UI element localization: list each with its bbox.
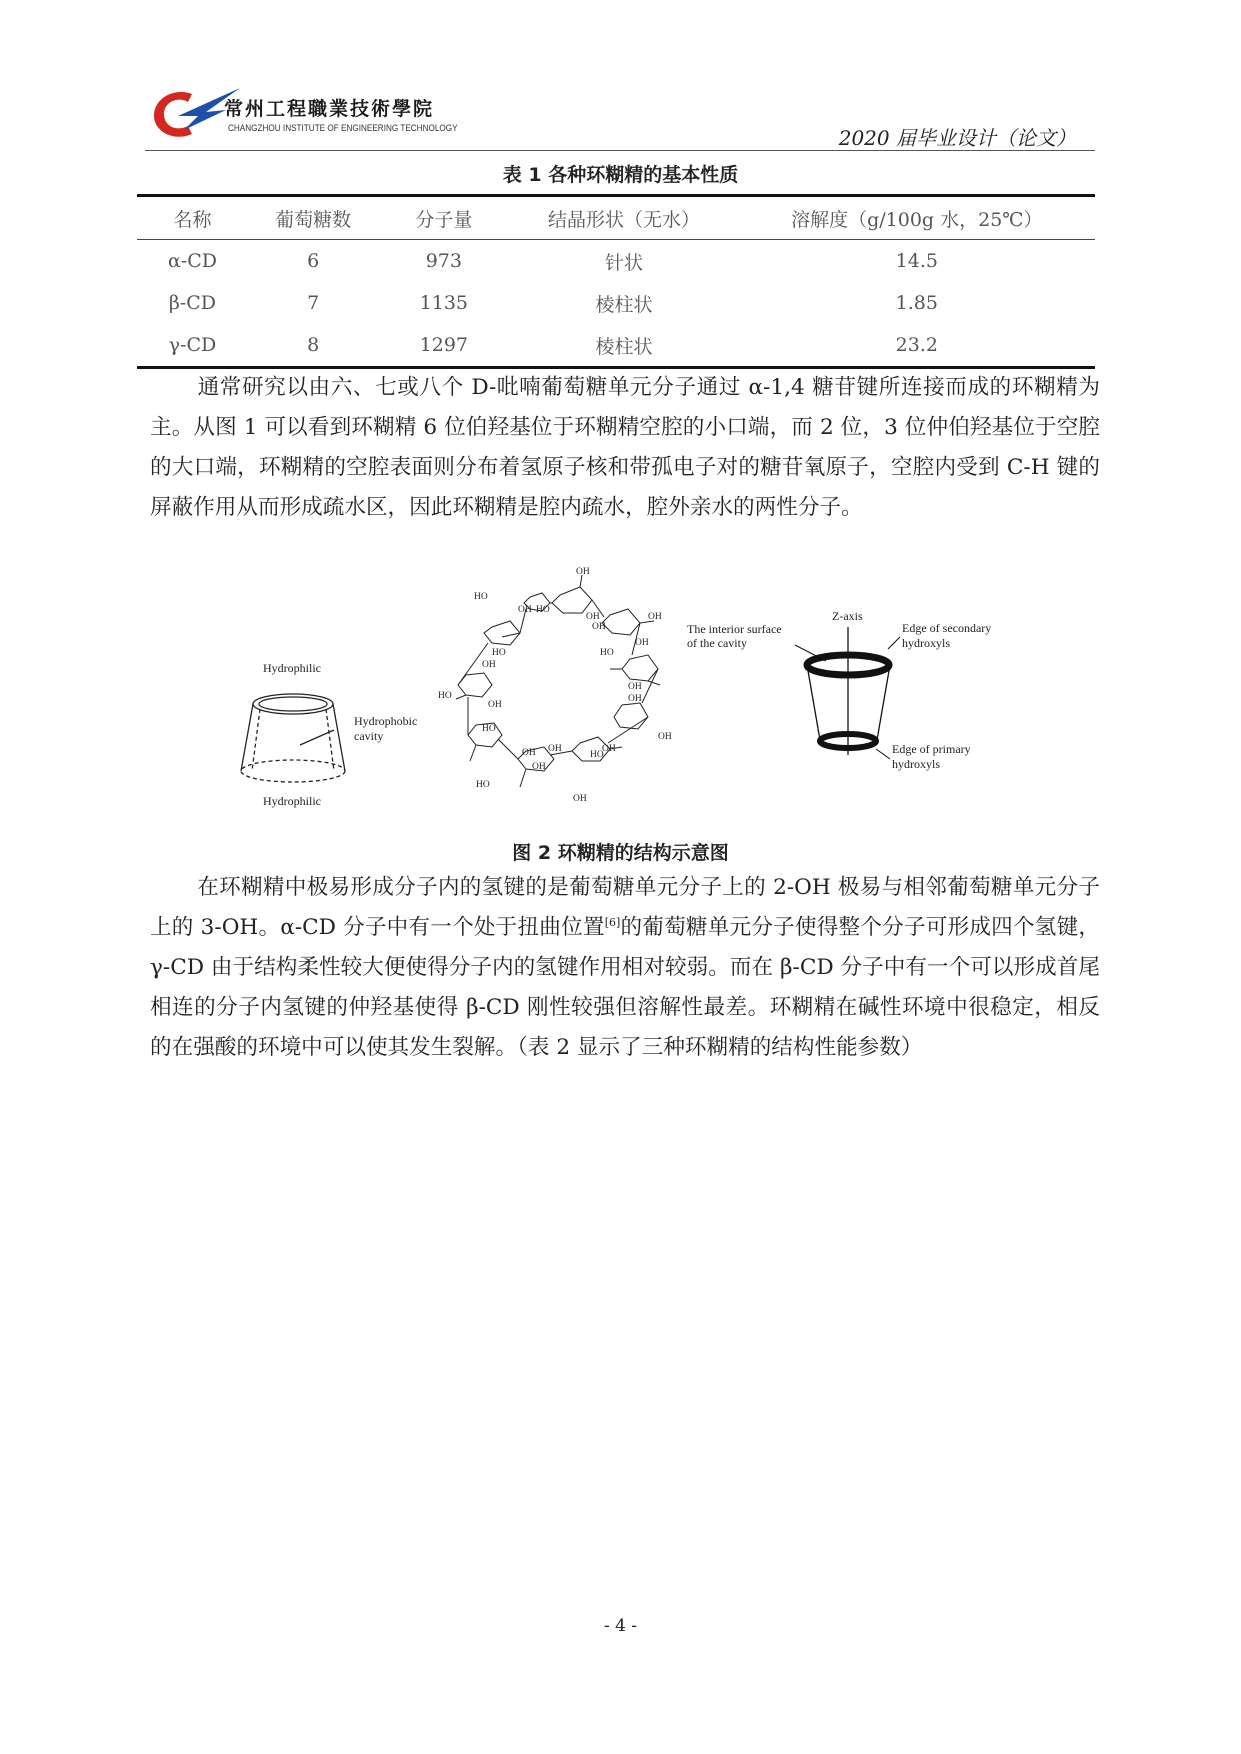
ring-label: OH (548, 744, 562, 754)
header-glucose-count: 葡萄糖数 (248, 196, 378, 240)
label-interior-surface: The interior surface (687, 622, 782, 636)
paragraph-1 (150, 368, 1100, 528)
paragraph-2-text-a: 在环糊精中极易形成分子内的氢键的是葡萄糖单元分子上的 2-OH 极易与相邻葡萄糖单元分子上的 3-OH。α-CD 分子中有一个处于扭曲位置 (150, 875, 1100, 940)
header-crystal-shape: 结晶形状（无水） (509, 196, 738, 240)
cell-name: γ-CD (137, 324, 248, 368)
table-caption: 表 1 各种环糊精的基本性质 (502, 164, 739, 186)
ring-label: HO (536, 605, 550, 615)
ring-label: OH (586, 612, 600, 622)
cell-solubility: 14.5 (895, 250, 938, 272)
label-edge-secondary: Edge of secondary (902, 621, 992, 635)
figure-caption: 图 2 环糊精的结构示意图 (512, 842, 729, 864)
school-name-cn: 常州工程職業技術學院 (224, 98, 435, 120)
label-edge-primary: Edge of primary (892, 742, 971, 756)
ring-label: HO (482, 724, 496, 734)
cell-glucose-count: 7 (307, 292, 320, 314)
school-name-en: CHANGZHOU INSTITUTE OF ENGINEERING TECHNOLOGY (228, 123, 458, 134)
cell-crystal-shape: 针状 (604, 251, 643, 274)
ring-label: OH (482, 660, 496, 670)
ring-label: OH (522, 748, 536, 758)
page-number: - 4 - (603, 1616, 638, 1636)
ring-label: OH (488, 700, 502, 710)
cell-name: β-CD (168, 292, 217, 314)
ring-label: OH (628, 682, 642, 692)
cell-solubility: 23.2 (739, 324, 1095, 368)
truncated-cone-diagram (241, 694, 345, 782)
properties-table (137, 194, 1095, 369)
label-secondary-hydroxyls: hydroxyls (902, 636, 950, 650)
label-of-the-cavity: of the cavity (687, 636, 747, 650)
glucose-ring-diagram (456, 575, 660, 787)
ring-label: HO (474, 592, 488, 602)
cell-crystal-shape: 棱柱状 (509, 324, 738, 368)
ring-hydroxyl-labels (438, 567, 672, 804)
paragraph-2 (150, 868, 1100, 1068)
ring-label: HO (600, 648, 614, 658)
label-hydrophilic-top: Hydrophilic (263, 661, 321, 675)
label-hydrophilic-bottom: Hydrophilic (263, 794, 321, 808)
ring-label: OH (573, 794, 587, 804)
ring-label: OH (602, 744, 616, 754)
label-cavity: cavity (354, 729, 384, 743)
paragraph-1-text: 通常研究以由六、七或八个 D-吡喃葡萄糖单元分子通过 α-1,4 糖苷键所连接而成的环糊精为主。从图 1 可以看到环糊精 6 位伯羟基位于环糊精空腔的小口端，而 2 位，3 位仲伯羟基位于空腔的大口端，环糊精的空腔表面则分布着氢原子核和带孤电子对的糖苷氧原子，空腔内受到 C-H 键的屏蔽作用从而形成疏水区，因此环糊精是腔内疏水，腔外亲水的两性分子。 (150, 375, 1100, 520)
ring-label: HO (590, 750, 604, 760)
thesis-label: 2020 届毕业设计（论文） (838, 126, 1076, 150)
header-molecular-weight: 分子量 (378, 196, 509, 240)
cell-glucose-count: 6 (307, 250, 320, 272)
ring-label: OH (648, 612, 662, 622)
ring-label: OH (635, 638, 649, 648)
table-row (137, 324, 1095, 368)
label-hydrophobic: Hydrophobic (354, 714, 418, 728)
cell-glucose-count: 8 (248, 324, 378, 368)
cell-name: α-CD (167, 250, 217, 272)
ring-label: OH (628, 694, 642, 704)
cyclodextrin-structure-figure (230, 567, 1030, 820)
ring-label: OH (592, 622, 606, 632)
citation-reference: [6] (604, 915, 621, 929)
cell-solubility: 1.85 (895, 292, 938, 314)
cell-molecular-weight: 973 (425, 250, 462, 272)
ring-label: OH (518, 605, 532, 615)
header-divider (145, 150, 1095, 151)
ring-label: HO (492, 648, 506, 658)
ring-label: OH (658, 732, 672, 742)
table-row (137, 240, 1095, 283)
table-header-row (137, 196, 1095, 240)
paragraph-2-text-b: 的葡萄糖单元分子使得整个分子可形成四个氢键，γ-CD 由于结构柔性较大便使得分子内的氢键作用相对较弱。而在 β-CD 分子中有一个可以形成首尾相连的分子内氢键的仲羟基使得 β-CD 刚性较强但溶解性最差。环糊精在碱性环境中很稳定，相反的在强酸的环境中可以使其发生裂解。（表 2 显示了三种环糊精的结构性能参数） (150, 915, 1100, 1060)
table-row (137, 282, 1095, 324)
ring-label: OH (532, 762, 546, 772)
cone-axis-diagram (795, 627, 900, 759)
cell-crystal-shape: 棱柱状 (595, 293, 653, 316)
header-solubility: 溶解度（g/100g 水，25℃） (739, 196, 1095, 240)
label-z-axis: Z-axis (832, 609, 863, 623)
ring-label: HO (438, 691, 452, 701)
ring-label: HO (476, 780, 490, 790)
header-name: 名称 (137, 196, 248, 240)
cell-molecular-weight: 1297 (378, 324, 509, 368)
label-primary-hydroxyls: hydroxyls (892, 757, 940, 771)
ring-label: OH (576, 567, 590, 577)
cell-molecular-weight: 1135 (419, 292, 469, 314)
